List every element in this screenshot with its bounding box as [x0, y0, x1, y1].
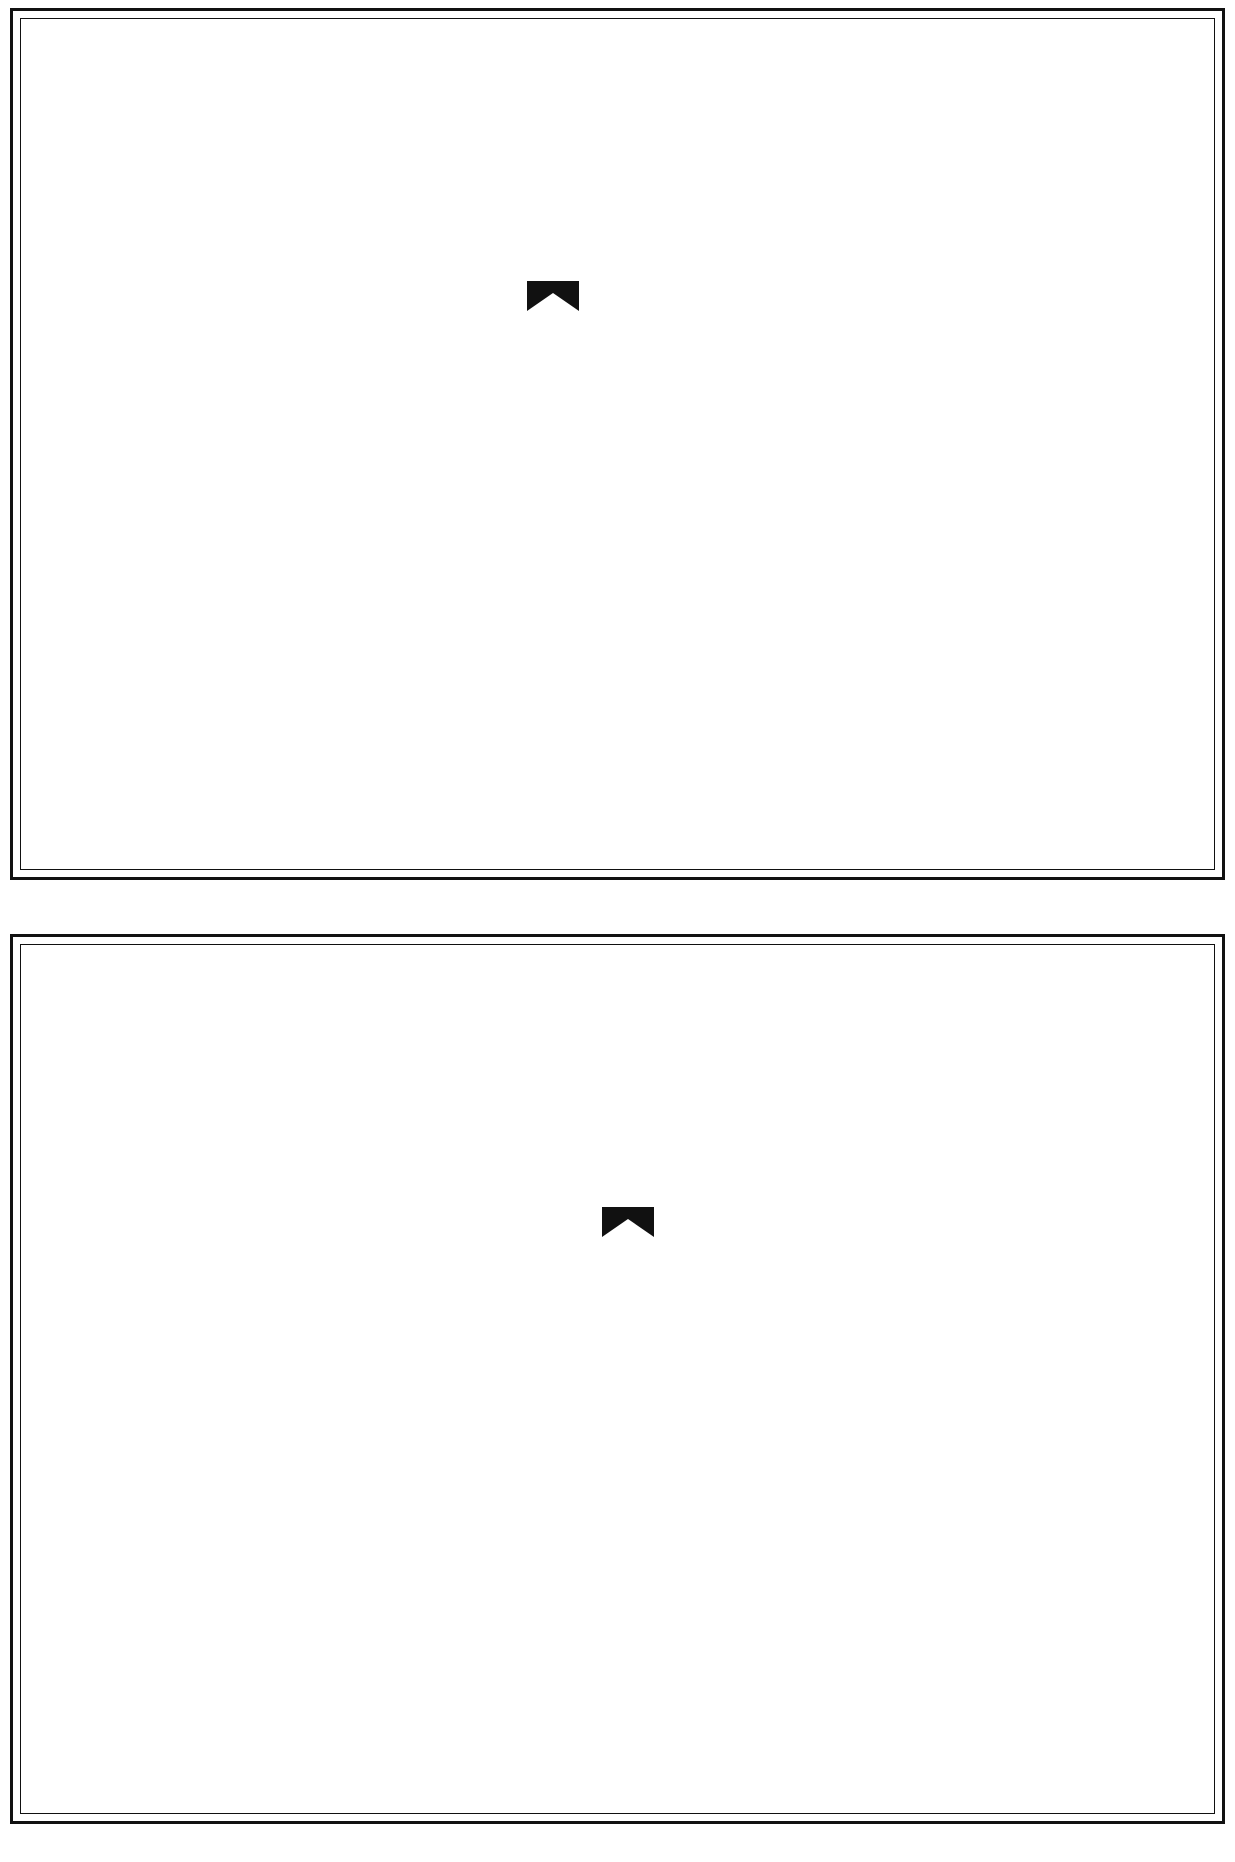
top-page-frame: [20, 18, 1215, 870]
top-page-panel: [10, 8, 1225, 880]
top-fold-center: [523, 11, 583, 877]
fish-tail-mark-icon: [527, 281, 579, 311]
bottom-fold-center: [598, 937, 658, 1821]
bottom-page-panel: [10, 934, 1225, 1824]
fish-tail-mark-icon: [602, 1207, 654, 1237]
